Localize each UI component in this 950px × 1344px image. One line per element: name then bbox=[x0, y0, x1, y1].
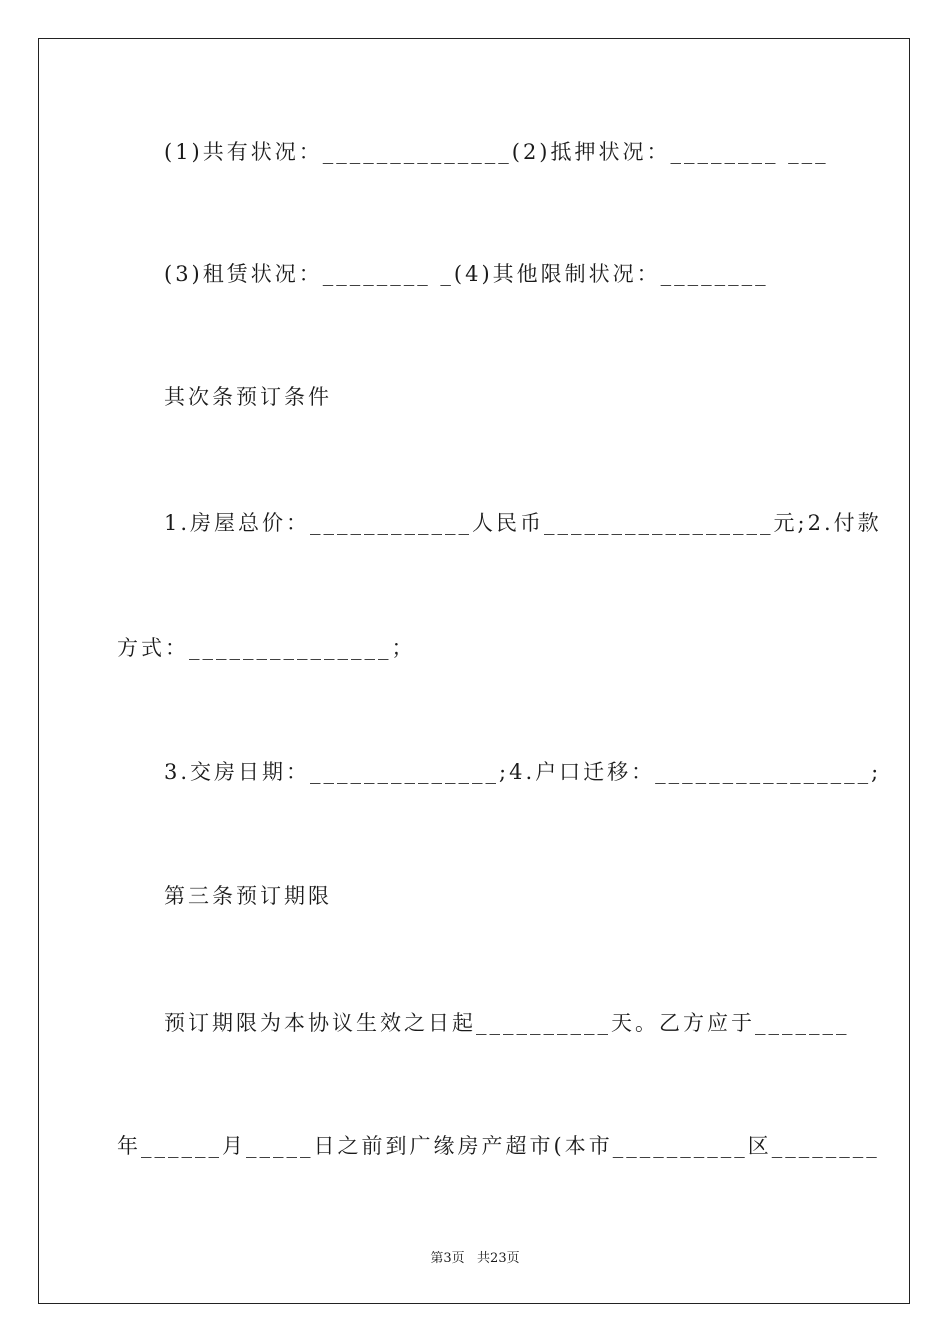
clause-total-price: 1.房屋总价：____________人民币_________________元;2.付款 bbox=[164, 511, 882, 535]
section-heading-booking-conditions: 其次条预订条件 bbox=[164, 385, 332, 409]
paragraph-booking-period: 预订期限为本协议生效之日起__________天。乙方应于_______ bbox=[164, 1011, 850, 1035]
clause-payment-method: 方式：_______________； bbox=[117, 636, 416, 660]
page-border bbox=[38, 38, 910, 1304]
section-heading-booking-period: 第三条预订期限 bbox=[164, 884, 332, 908]
clause-delivery-date: 3.交房日期：______________;4.户口迁移：________________; bbox=[164, 760, 882, 784]
paragraph-booking-period-continued: 年______月_____日之前到广缘房产超市(本市__________区________ bbox=[117, 1134, 880, 1158]
clause-lease-status: (3)租赁状况：________ _(4)其他限制状况：________ bbox=[164, 262, 769, 286]
clause-ownership-status: (1)共有状况：______________(2)抵押状况：________ ___ bbox=[164, 140, 829, 164]
page-number-footer: 第3页 共23页 bbox=[430, 1251, 520, 1266]
